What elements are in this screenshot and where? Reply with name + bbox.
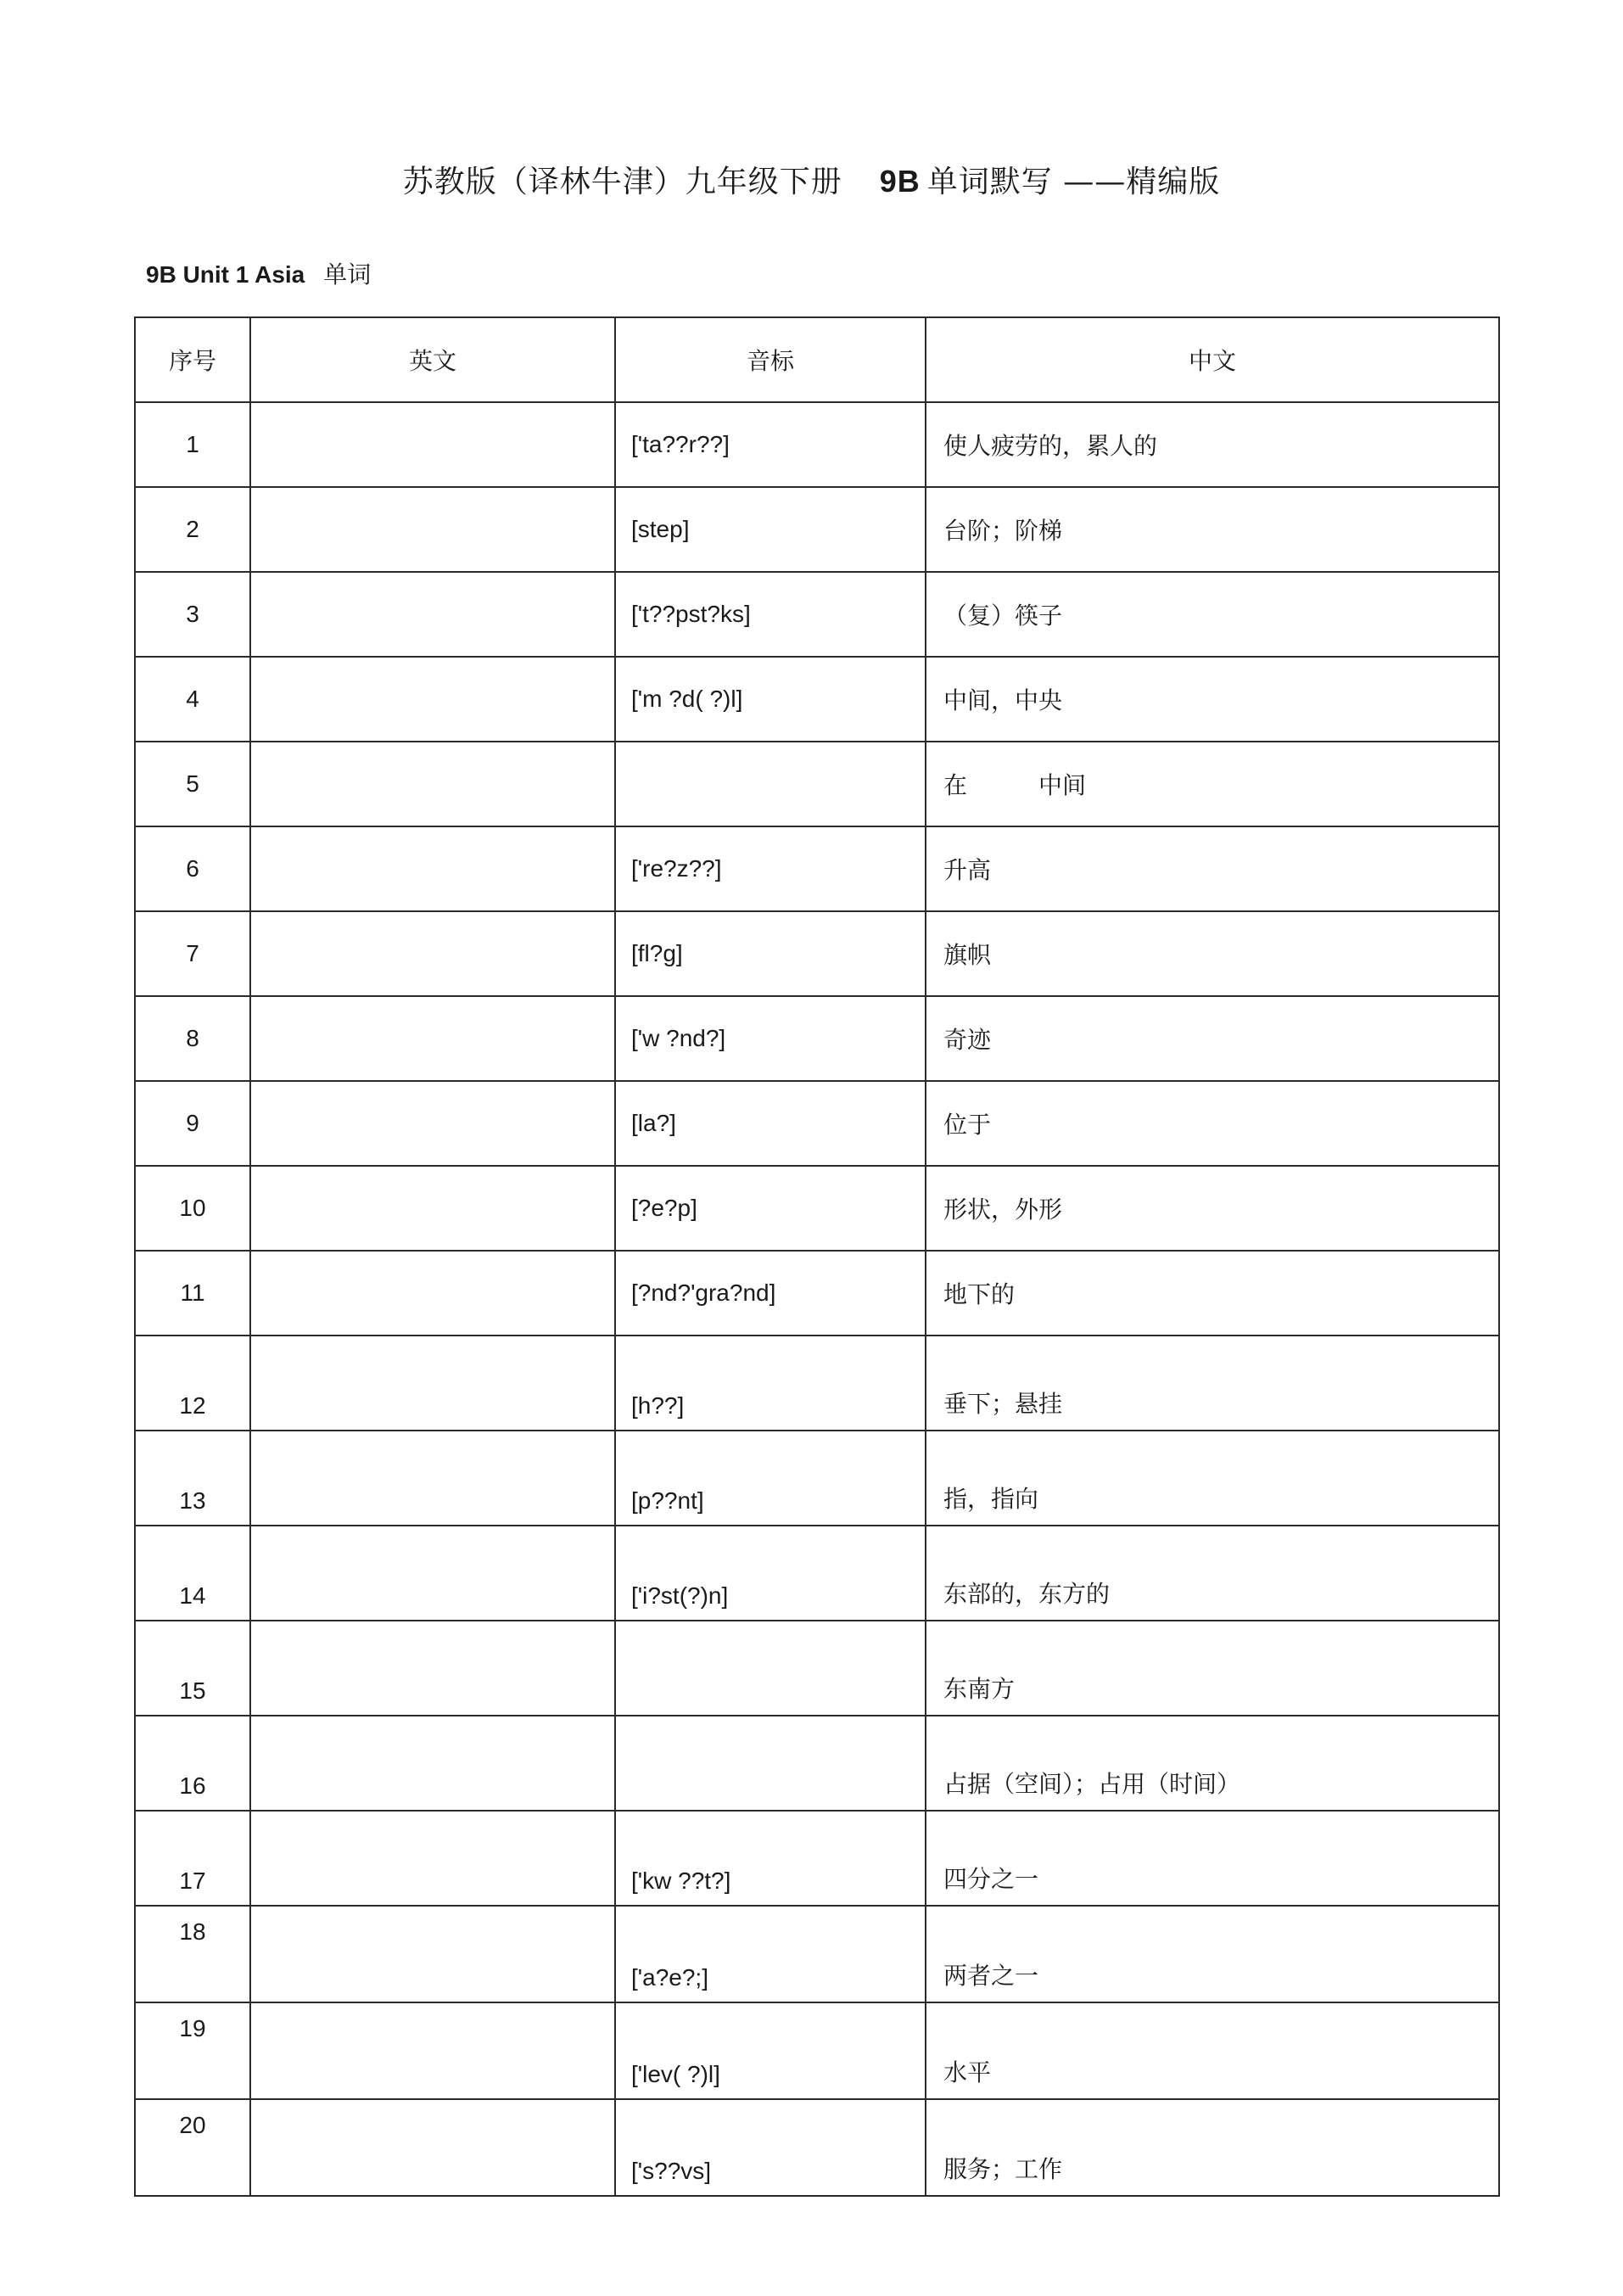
phonetic-cell: [?nd?'gra?nd]: [615, 1251, 926, 1336]
table-row: [135, 402, 1499, 487]
table-row: [135, 742, 1499, 826]
table-row: [135, 657, 1499, 742]
phonetic-cell: ['kw ??t?]: [615, 1811, 926, 1906]
table-row: [135, 487, 1499, 572]
table-row: [135, 2099, 1499, 2196]
row-number: 7: [135, 911, 250, 996]
chinese-cell: 两者之一: [926, 1906, 1499, 2002]
table-row: [135, 1431, 1499, 1526]
phonetic-cell: [p??nt]: [615, 1431, 926, 1526]
chinese-cell: 垂下；悬挂: [926, 1336, 1499, 1431]
phonetic-cell: [h??]: [615, 1336, 926, 1431]
table-row: [135, 2002, 1499, 2099]
chinese-cell: 占据（空间）；占用（时间）: [926, 1716, 1499, 1811]
chinese-cell: 东部的，东方的: [926, 1526, 1499, 1621]
table-row: [135, 911, 1499, 996]
phonetic-cell: [615, 742, 926, 826]
row-number: 5: [135, 742, 250, 826]
row-number: 8: [135, 996, 250, 1081]
english-answer-cell[interactable]: [250, 1336, 615, 1431]
chinese-cell: 指，指向: [926, 1431, 1499, 1526]
phonetic-cell: ['s??vs]: [615, 2099, 926, 2196]
row-number: 3: [135, 572, 250, 657]
english-answer-cell[interactable]: [250, 1621, 615, 1716]
vocabulary-table: [134, 316, 1500, 2197]
chinese-cell: 水平: [926, 2002, 1499, 2099]
english-answer-cell[interactable]: [250, 826, 615, 911]
english-answer-cell[interactable]: [250, 1166, 615, 1251]
phonetic-cell: ['i?st(?)n]: [615, 1526, 926, 1621]
english-answer-cell[interactable]: [250, 657, 615, 742]
phonetic-cell: [la?]: [615, 1081, 926, 1166]
phonetic-cell: [fl?g]: [615, 911, 926, 996]
row-number: 9: [135, 1081, 250, 1166]
row-number: 6: [135, 826, 250, 911]
row-number: 4: [135, 657, 250, 742]
row-number: 16: [135, 1716, 250, 1811]
phonetic-cell: [615, 1621, 926, 1716]
unit-name: 9B Unit 1 Asia: [146, 261, 305, 288]
chinese-cell: 服务；工作: [926, 2099, 1499, 2196]
table-row: [135, 996, 1499, 1081]
row-number: 18: [135, 1906, 250, 2002]
phonetic-cell: ['a?e?;]: [615, 1906, 926, 2002]
row-number: 17: [135, 1811, 250, 1906]
chinese-cell: 地下的: [926, 1251, 1499, 1336]
chinese-cell: 四分之一: [926, 1811, 1499, 1906]
table-row: [135, 1716, 1499, 1811]
english-answer-cell[interactable]: [250, 1906, 615, 2002]
table-row: [135, 1251, 1499, 1336]
chinese-cell: 中间，中央: [926, 657, 1499, 742]
table-row: [135, 1336, 1499, 1431]
english-answer-cell[interactable]: [250, 1081, 615, 1166]
chinese-cell: 旗帜: [926, 911, 1499, 996]
table-body: [135, 402, 1499, 2196]
table-row: [135, 1166, 1499, 1251]
chinese-cell: 使人疲劳的，累人的: [926, 402, 1499, 487]
english-answer-cell[interactable]: [250, 572, 615, 657]
unit-label: 单词: [323, 260, 372, 288]
header-number: 序号: [135, 317, 250, 402]
unit-heading: [146, 256, 371, 290]
table-row: [135, 1621, 1499, 1716]
english-answer-cell[interactable]: [250, 1716, 615, 1811]
english-answer-cell[interactable]: [250, 1431, 615, 1526]
english-answer-cell[interactable]: [250, 402, 615, 487]
table-row: [135, 1811, 1499, 1906]
phonetic-cell: ['t??pst?ks]: [615, 572, 926, 657]
header-phonetic: 音标: [615, 317, 926, 402]
chinese-cell: 升高: [926, 826, 1499, 911]
row-number: 2: [135, 487, 250, 572]
phonetic-cell: [?e?p]: [615, 1166, 926, 1251]
row-number: 10: [135, 1166, 250, 1251]
chinese-cell: 奇迹: [926, 996, 1499, 1081]
chinese-cell: 形状，外形: [926, 1166, 1499, 1251]
table-header-row: [135, 317, 1499, 402]
english-answer-cell[interactable]: [250, 996, 615, 1081]
title-rest: 单词默写 ——精编版: [926, 165, 1221, 199]
row-number: 13: [135, 1431, 250, 1526]
chinese-cell: 在 中间: [926, 742, 1499, 826]
row-number: 11: [135, 1251, 250, 1336]
row-number: 15: [135, 1621, 250, 1716]
table-row: [135, 572, 1499, 657]
phonetic-cell: ['lev( ?)l]: [615, 2002, 926, 2099]
english-answer-cell[interactable]: [250, 911, 615, 996]
english-answer-cell[interactable]: [250, 1811, 615, 1906]
phonetic-cell: [615, 1716, 926, 1811]
phonetic-cell: ['w ?nd?]: [615, 996, 926, 1081]
english-answer-cell[interactable]: [250, 1526, 615, 1621]
table-row: [135, 1526, 1499, 1621]
chinese-cell: 东南方: [926, 1621, 1499, 1716]
phonetic-cell: ['m ?d( ?)l]: [615, 657, 926, 742]
row-number: 19: [135, 2002, 250, 2099]
row-number: 20: [135, 2099, 250, 2196]
chinese-cell: 台阶；阶梯: [926, 487, 1499, 572]
english-answer-cell[interactable]: [250, 742, 615, 826]
row-number: 1: [135, 402, 250, 487]
chinese-cell: 位于: [926, 1081, 1499, 1166]
row-number: 12: [135, 1336, 250, 1431]
title-prefix: 苏教版（译林牛津）九年级下册: [402, 165, 842, 199]
phonetic-cell: [step]: [615, 487, 926, 572]
chinese-cell: （复）筷子: [926, 572, 1499, 657]
phonetic-cell: ['ta??r??]: [615, 402, 926, 487]
english-answer-cell[interactable]: [250, 2002, 615, 2099]
header-chinese: 中文: [926, 317, 1499, 402]
english-answer-cell[interactable]: [250, 1251, 615, 1336]
row-number: 14: [135, 1526, 250, 1621]
table-row: [135, 826, 1499, 911]
table-row: [135, 1906, 1499, 2002]
page-title: [0, 158, 1623, 201]
english-answer-cell[interactable]: [250, 2099, 615, 2196]
table-row: [135, 1081, 1499, 1166]
title-code: 9B: [879, 164, 921, 199]
header-english: 英文: [250, 317, 615, 402]
english-answer-cell[interactable]: [250, 487, 615, 572]
phonetic-cell: ['re?z??]: [615, 826, 926, 911]
